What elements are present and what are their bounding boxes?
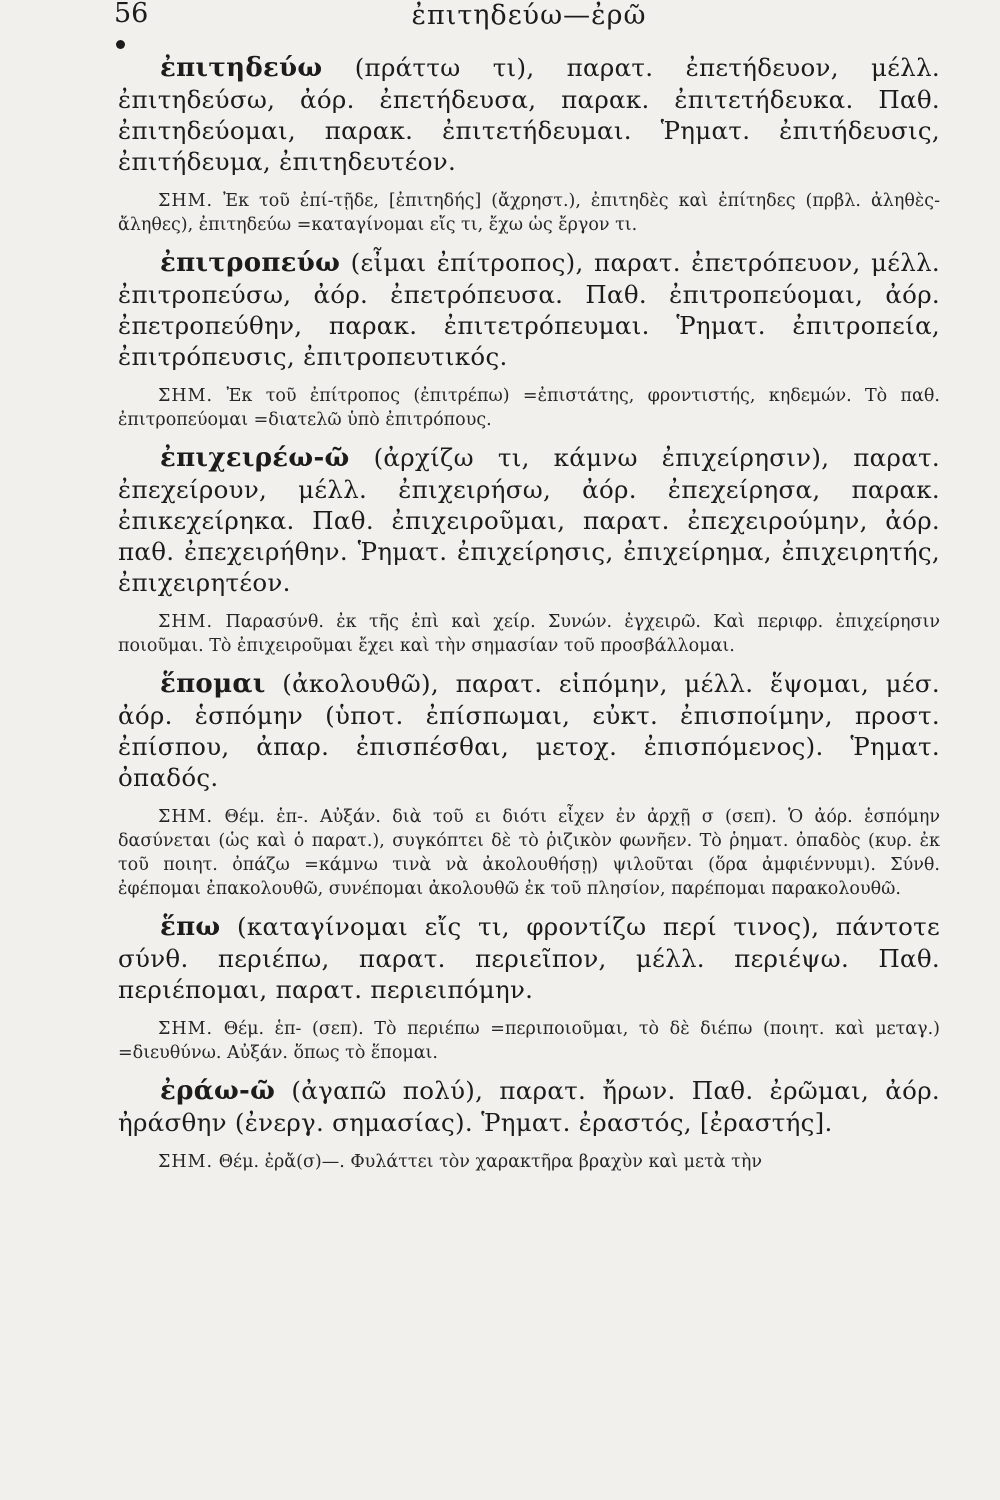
note-text: Θέμ. ἑπ-. Αὐξάν. διὰ τοῦ ει διότι εἶχεν ἐν ἀρχῇ σ (σεπ). Ὁ ἀόρ. ἑσπόμην δασύνεται (ὡς καὶ ὁ παρατ.), συγκόπτει δὲ τὸ ῥιζικὸν φωνῆεν. Τὸ ῥηματ. ὀπαδὸς (κυρ. ἐκ τοῦ ποιητ. ὀπάζω =κάμνω τινὰ νὰ ἀκολουθήσῃ) ψιλοῦται (ὅρα ἀμφιέννυμι). Σύνθ. ἐφέπομαι ἐπακολουθῶ, συνέπομαι ἀκολουθῶ ἐκ τοῦ πλησίον, παρέπομαι παρακολουθῶ. bbox=[118, 807, 940, 899]
note-text: Ἐκ τοῦ ἐπίτροπος (ἐπιτρέπω) =ἐπιστάτης, φροντιστής, κηδεμών. Τὸ παθ. ἐπιτροπεύομαι =διατελῶ ὑπὸ ἐπιτρόπους. bbox=[118, 386, 940, 430]
entry-main bbox=[118, 442, 940, 598]
entry-note bbox=[118, 189, 940, 237]
entries-list bbox=[118, 52, 940, 1174]
entry bbox=[118, 1075, 940, 1174]
entry bbox=[118, 52, 940, 237]
entry-main bbox=[118, 668, 940, 793]
entry-main bbox=[118, 247, 940, 372]
running-head: ἐπιτηδεύω—ἐρῶ bbox=[411, 0, 647, 31]
entry-text: (ἀγαπῶ πολύ), παρατ. ἤρων. Παθ. ἐρῶμαι, ἀόρ. ἠράσθην (ἐνεργ. σημασίας). Ῥηματ. ἐραστός, [ἐραστής]. bbox=[118, 1076, 940, 1137]
entry-headword: ἐράω-ῶ bbox=[160, 1076, 276, 1106]
entry-note bbox=[118, 384, 940, 432]
note-text: Παρασύνθ. ἐκ τῆς ἐπὶ καὶ χείρ. Συνών. ἐγχειρῶ. Καὶ περιφρ. ἐπιχείρησιν ποιοῦμαι. Τὸ ἐπιχειροῦμαι ἔχει καὶ τὴν σημασίαν τοῦ προσβάλλομαι. bbox=[118, 612, 940, 656]
note-text: Ἐκ τοῦ ἐπί-τῇδε, [ἐπιτηδής] (ἄχρηστ.), ἐπιτηδὲς καὶ ἐπίτηδες (πρβλ. ἀληθὲς- ἄληθες), ἐπιτηδεύω =καταγίνομαι εἴς τι, ἔχω ὡς ἔργον τι. bbox=[118, 191, 940, 235]
entry-note bbox=[118, 805, 940, 901]
entry bbox=[118, 442, 940, 658]
entry-main bbox=[118, 911, 940, 1005]
entry-headword: ἐπιτηδεύω bbox=[160, 53, 323, 83]
entry-main bbox=[118, 52, 940, 177]
entry-headword: ἕπω bbox=[160, 912, 221, 942]
entry bbox=[118, 247, 940, 432]
entry-note bbox=[118, 1017, 940, 1065]
note-label: ΣΗΜ. bbox=[158, 1019, 214, 1039]
entry bbox=[118, 911, 940, 1065]
entry-note bbox=[118, 610, 940, 658]
entry-headword: ἐπιτροπεύω bbox=[160, 248, 341, 278]
entry-note bbox=[118, 1150, 940, 1174]
entry-text: (καταγίνομαι εἴς τι, φροντίζω περί τινος), πάντοτε σύνθ. περιέπω, παρατ. περιεῖπον, μέλλ. περιέψω. Παθ. περιέπομαι, παρατ. περιειπόμην. bbox=[118, 912, 940, 1004]
entry-headword: ἕπομαι bbox=[160, 669, 266, 699]
entry-text: (πράττω τι), παρατ. ἐπετήδευον, μέλλ. ἐπιτηδεύσω, ἀόρ. ἐπετήδευσα, παρακ. ἐπιτετήδευκα. Παθ. ἐπιτηδεύομαι, παρακ. ἐπιτετήδευμαι. Ῥηματ. ἐπιτήδευσις, ἐπιτήδευμα, ἐπιτηδευτέον. bbox=[118, 53, 940, 176]
entry bbox=[118, 668, 940, 901]
entry-main bbox=[118, 1075, 940, 1138]
note-label: ΣΗΜ. bbox=[158, 1152, 214, 1172]
entry-headword: ἐπιχειρέω-ῶ bbox=[160, 443, 350, 473]
entry-text: (εἶμαι ἐπίτροπος), παρατ. ἐπετρόπευον, μέλλ. ἐπιτροπεύσω, ἀόρ. ἐπετρόπευσα. Παθ. ἐπιτροπεύομαι, ἀόρ. ἐπετροπεύθην, παρακ. ἐπιτετρόπευμαι. Ῥηματ. ἐπιτροπεία, ἐπιτρόπευσις, ἐπιτροπευτικός. bbox=[118, 248, 940, 371]
note-label: ΣΗΜ. bbox=[158, 612, 214, 632]
note-label: ΣΗΜ. bbox=[158, 191, 214, 211]
page-header bbox=[114, 0, 940, 40]
bullet-mark bbox=[116, 40, 125, 49]
note-label: ΣΗΜ. bbox=[158, 807, 214, 827]
note-label: ΣΗΜ. bbox=[158, 386, 214, 406]
note-text: Θέμ. ἐρἄ(σ)—. Φυλάττει τὸν χαρακτῆρα βραχὺν καὶ μετὰ τὴν bbox=[218, 1152, 762, 1172]
entry-text: (ἀρχίζω τι, κάμνω ἐπιχείρησιν), παρατ. ἐπεχείρουν, μέλλ. ἐπιχειρήσω, ἀόρ. ἐπεχείρησα, παρακ. ἐπικεχείρηκα. Παθ. ἐπιχειροῦμαι, παρατ. ἐπεχειρούμην, ἀόρ. παθ. ἐπεχειρήθην. Ῥηματ. ἐπιχείρησις, ἐπιχείρημα, ἐπιχειρητής, ἐπιχειρητέον. bbox=[118, 443, 940, 597]
entry-text: (ἀκολουθῶ), παρατ. εἱπόμην, μέλλ. ἕψομαι, μέσ. ἀόρ. ἑσπόμην (ὑποτ. ἐπίσπωμαι, εὐκτ. ἐπισποίμην, προστ. ἐπίσπου, ἀπαρ. ἐπισπέσθαι, μετοχ. ἐπισπόμενος). Ῥηματ. ὀπαδός. bbox=[118, 669, 940, 792]
note-text: Θέμ. ἑπ- (σεπ). Τὸ περιέπω =περιποιοῦμαι, τὸ δὲ διέπω (ποιητ. καὶ μεταγ.) =διευθύνω. Αὐξάν. ὅπως τὸ ἕπομαι. bbox=[118, 1019, 940, 1063]
page-number: 56 bbox=[114, 0, 149, 29]
